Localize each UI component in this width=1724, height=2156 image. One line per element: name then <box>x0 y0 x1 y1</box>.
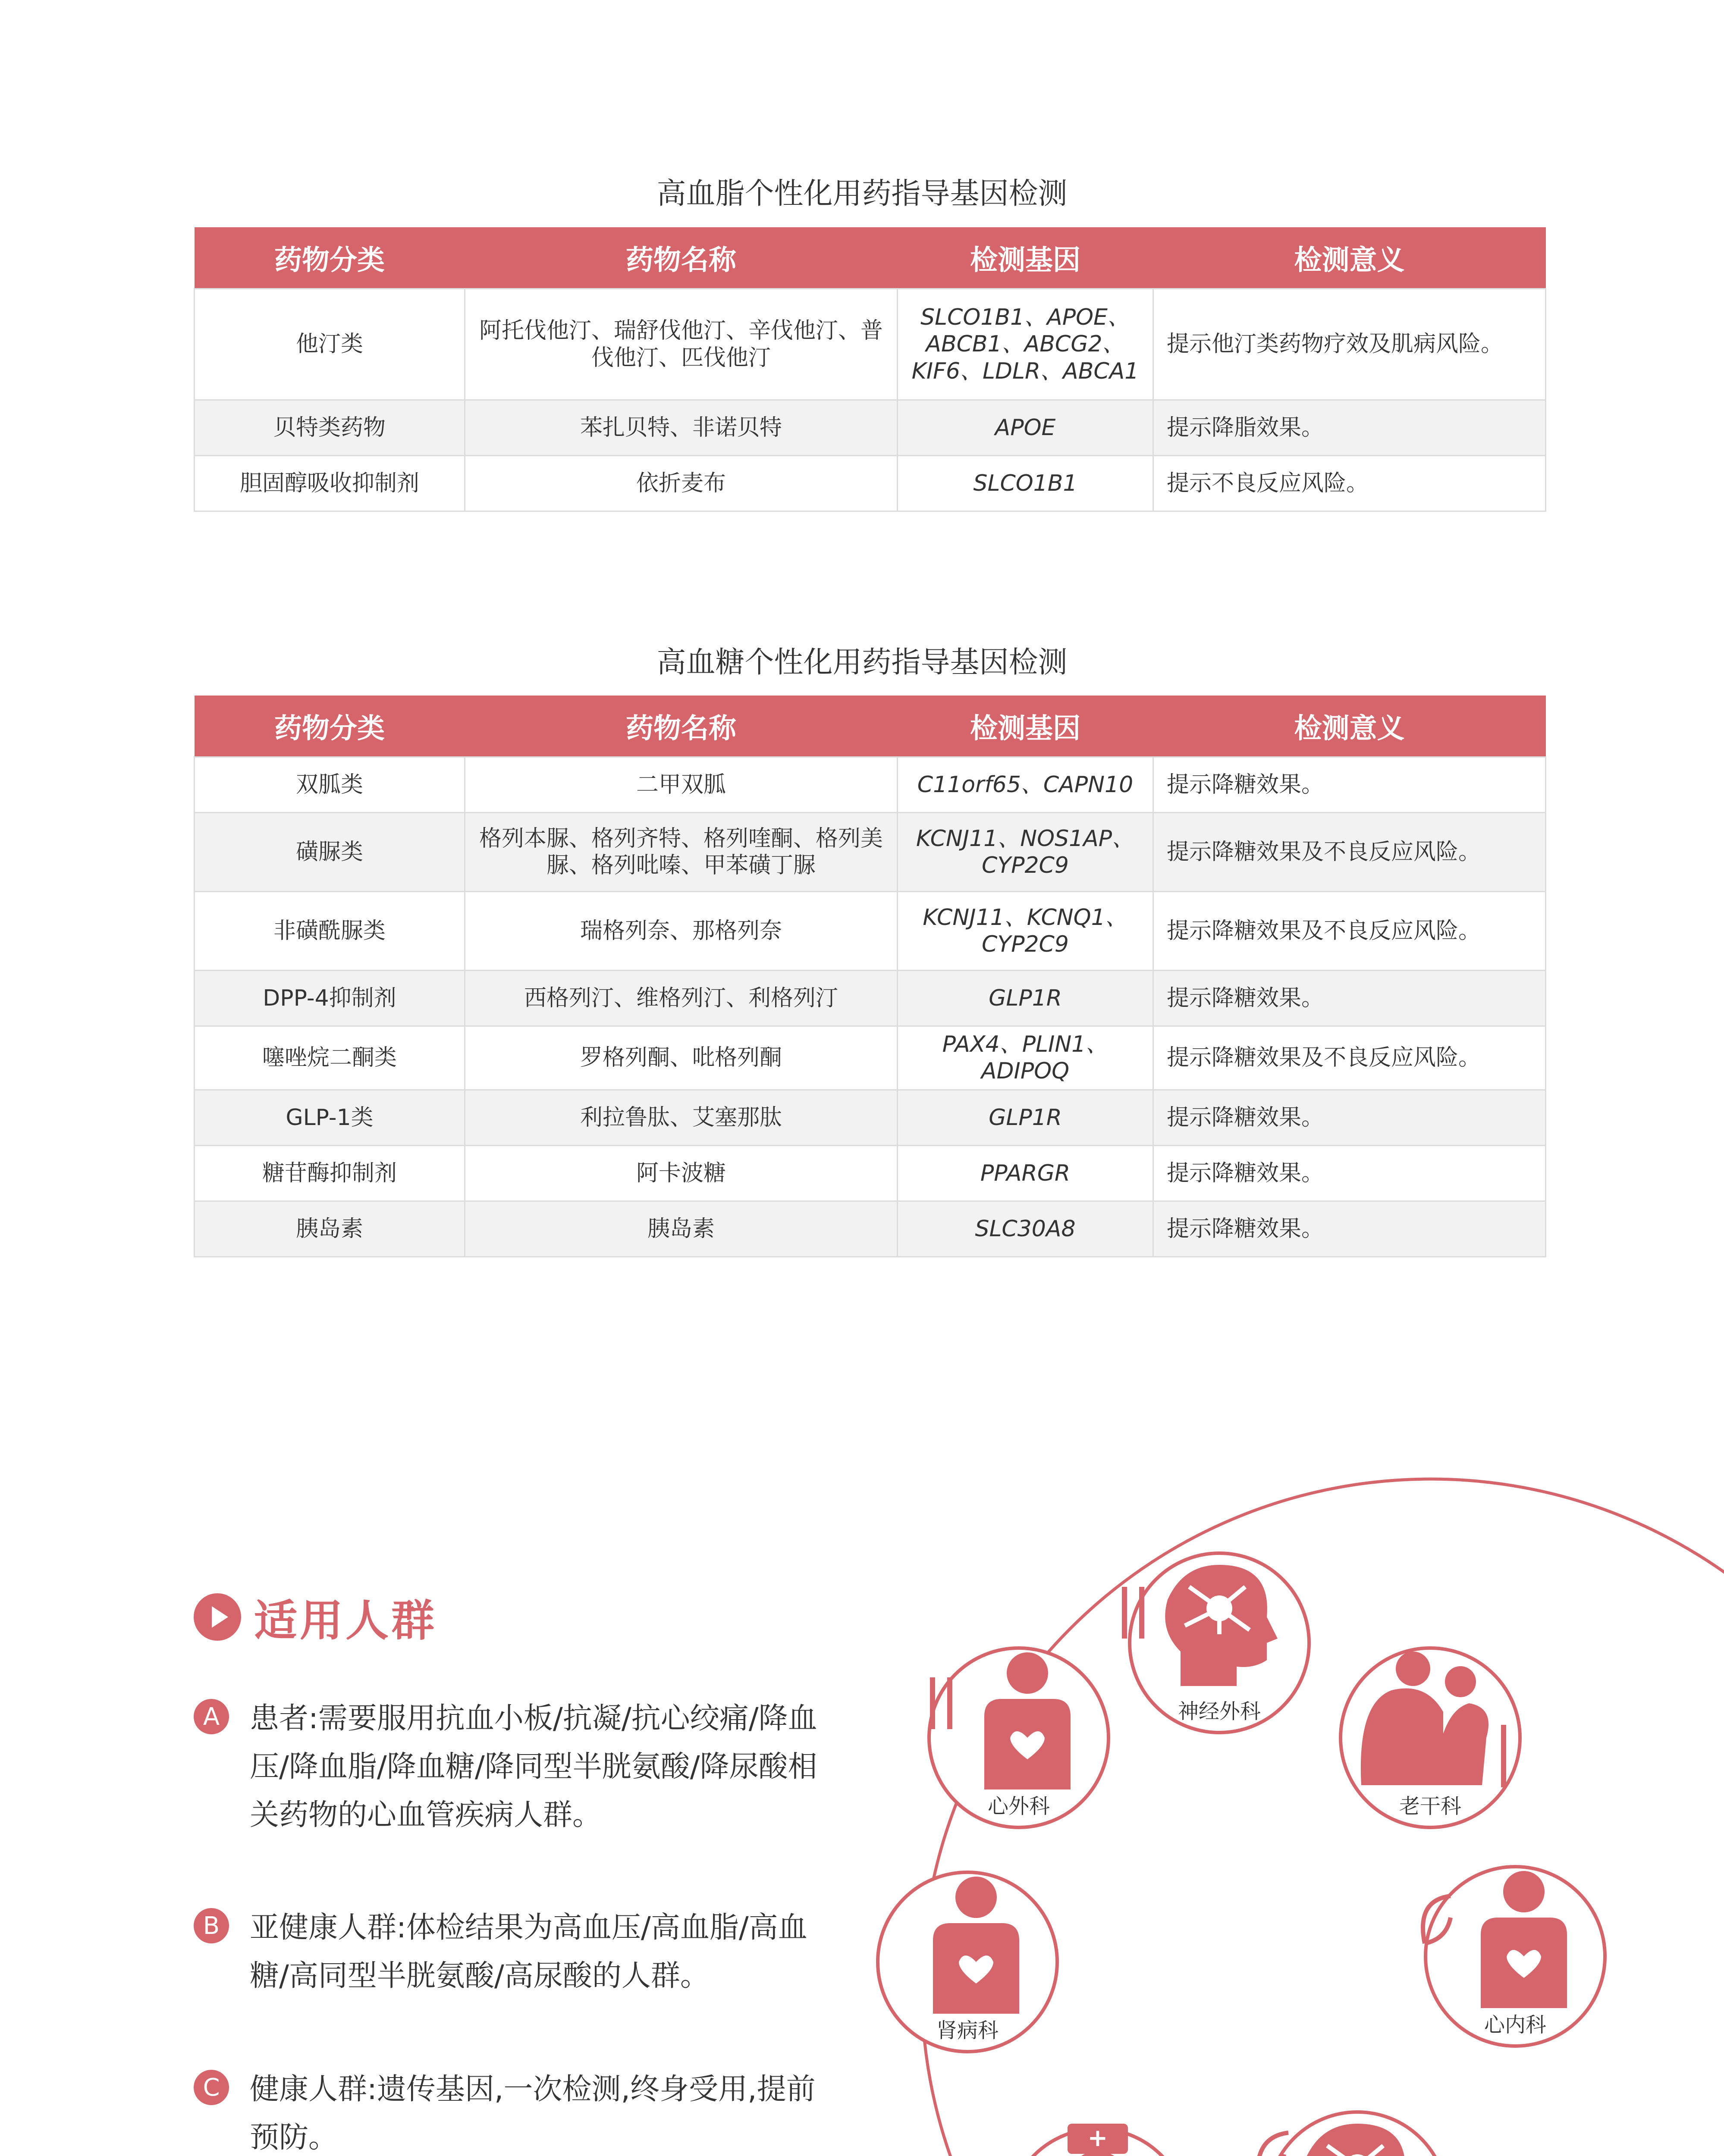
item-text: 亚健康人群:体检结果为高血压/高血脂/高血糖/高同型半胱氨酸/高尿酸的人群。 <box>250 1911 807 1993</box>
meaning-cell: 提示降糖效果。 <box>1153 971 1546 1026</box>
meaning-cell: 提示降糖效果。 <box>1153 757 1546 813</box>
meaning-cell: 提示降糖效果及不良反应风险。 <box>1153 813 1546 892</box>
meaning-cell: 提示降糖效果。 <box>1153 1145 1546 1201</box>
header-cell: 药物名称 <box>465 696 898 757</box>
person-head <box>955 1877 997 1918</box>
category-cell: 噻唑烷二酮类 <box>195 1026 465 1090</box>
person-head <box>1445 1666 1476 1697</box>
header-cell: 检测意义 <box>1153 227 1546 289</box>
item-text: 患者:需要服用抗血小板/抗凝/抗心绞痛/降血压/降血脂/降血糖/降同型半胱氨酸/降尿酸相关药物的心血管疾病人群。 <box>250 1702 817 1832</box>
category-cell: 胆固醇吸收抑制剂 <box>195 456 465 511</box>
meaning-cell: 提示降糖效果。 <box>1153 1201 1546 1257</box>
header-cell: 药物分类 <box>195 227 465 289</box>
drug-name-cell: 依折麦布 <box>465 456 898 511</box>
department-node <box>1258 2112 1447 2156</box>
drug-name-cell: 罗格列酮、吡格列酮 <box>465 1026 898 1090</box>
header-cell: 检测基因 <box>898 227 1153 289</box>
table1-title: 高血脂个性化用药指导基因检测 <box>656 177 1068 211</box>
cross-icon: + <box>1087 2124 1108 2152</box>
gene-cell: SLCO1B1 <box>898 456 1153 511</box>
gene-cell: GLP1R <box>898 971 1153 1026</box>
meaning-cell: 提示他汀类药物疗效及肌病风险。 <box>1153 289 1546 400</box>
category-cell: 他汀类 <box>195 289 465 400</box>
meaning-cell: 提示降糖效果及不良反应风险。 <box>1153 1026 1546 1090</box>
meaning-cell: 提示降脂效果。 <box>1153 400 1546 456</box>
department-label: 心内科 <box>1484 2013 1547 2037</box>
department-label: 神经外科 <box>1178 1699 1261 1724</box>
department-label: 老干科 <box>1399 1794 1462 1818</box>
drug-name-cell: 阿卡波糖 <box>465 1145 898 1201</box>
person-head <box>1396 1651 1430 1686</box>
gene-cell: C11orf65、CAPN10 <box>898 757 1153 813</box>
drug-name-cell: 二甲双胍 <box>465 757 898 813</box>
header-cell: 检测基因 <box>898 696 1153 757</box>
department-label: 心外科 <box>987 1794 1050 1818</box>
department-node <box>1008 2124 1187 2156</box>
category-cell: 糖苷酶抑制剂 <box>195 1145 465 1201</box>
gene-cell: SLCO1B1、APOE、ABCB1、ABCG2、KIF6、LDLR、ABCA1 <box>898 289 1153 400</box>
meaning-cell: 提示降糖效果及不良反应风险。 <box>1153 892 1546 971</box>
category-cell: GLP-1类 <box>195 1090 465 1145</box>
department-node <box>878 1872 1057 2052</box>
gene-cell: PPARGR <box>898 1145 1153 1201</box>
drug-name-cell: 西格列汀、维格列汀、利格列汀 <box>465 971 898 1026</box>
category-cell: 双胍类 <box>195 757 465 813</box>
badge-a: A <box>194 1699 229 1734</box>
department-node <box>1423 1867 1605 2046</box>
department-node <box>1124 1553 1309 1733</box>
header-cell: 检测意义 <box>1153 696 1546 757</box>
category-cell: 贝特类药物 <box>195 400 465 456</box>
department-label: 肾病科 <box>936 2018 999 2043</box>
meaning-cell: 提示降糖效果。 <box>1153 1090 1546 1145</box>
section-title: 适用人群 <box>254 1595 437 1646</box>
drug-name-cell: 胰岛素 <box>465 1201 898 1257</box>
header-cell: 药物名称 <box>465 227 898 289</box>
header-cell: 药物分类 <box>195 696 465 757</box>
gene-cell: GLP1R <box>898 1090 1153 1145</box>
badge-b: B <box>194 1908 229 1943</box>
gene-cell: PAX4、PLIN1、ADIPOQ <box>898 1026 1153 1090</box>
drug-name-cell: 阿托伐他汀、瑞舒伐他汀、辛伐他汀、普伐他汀、匹伐他汀 <box>465 289 898 400</box>
drug-name-cell: 苯扎贝特、非诺贝特 <box>465 400 898 456</box>
category-cell: DPP-4抑制剂 <box>195 971 465 1026</box>
table2-title: 高血糖个性化用药指导基因检测 <box>656 646 1068 680</box>
gene-cell: APOE <box>898 400 1153 456</box>
category-cell: 磺脲类 <box>195 813 465 892</box>
category-cell: 非磺酰脲类 <box>195 892 465 971</box>
person-head <box>1503 1871 1545 1912</box>
meaning-cell: 提示不良反应风险。 <box>1153 456 1546 511</box>
gene-cell: SLC30A8 <box>898 1201 1153 1257</box>
category-cell: 胰岛素 <box>195 1201 465 1257</box>
item-text: 健康人群:遗传基因,一次检测,终身受用,提前预防。 <box>250 2072 816 2155</box>
drug-name-cell: 格列本脲、格列齐特、格列喹酮、格列美脲、格列吡嗪、甲苯磺丁脲 <box>465 813 898 892</box>
department-node <box>1341 1648 1520 1827</box>
gene-cell: KCNJ11、KCNQ1、CYP2C9 <box>898 892 1153 971</box>
drug-name-cell: 利拉鲁肽、艾塞那肽 <box>465 1090 898 1145</box>
person-head <box>1007 1652 1048 1694</box>
drug-name-cell: 瑞格列奈、那格列奈 <box>465 892 898 971</box>
badge-c: C <box>194 2070 229 2105</box>
gene-cell: KCNJ11、NOS1AP、CYP2C9 <box>898 813 1153 892</box>
department-node <box>929 1648 1109 1827</box>
